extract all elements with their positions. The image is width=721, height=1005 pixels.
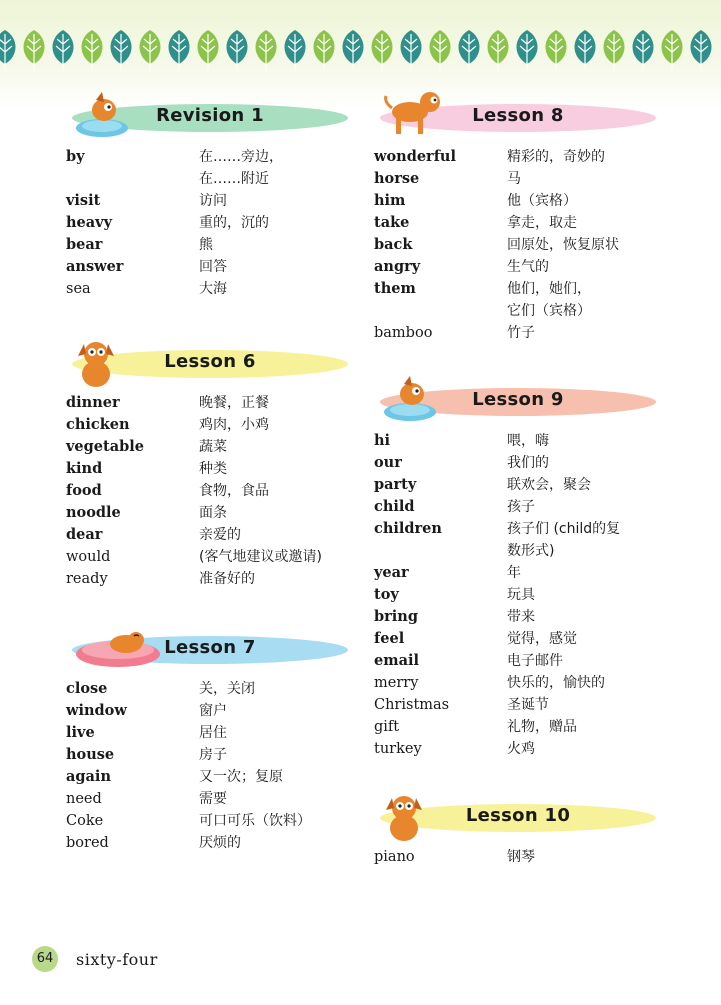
vocab-row: [374, 584, 664, 606]
vocab-word: turkey: [374, 741, 422, 757]
vocab-meaning: 他（宾格）: [507, 193, 577, 209]
page-number-words: sixty-four: [76, 949, 158, 969]
vocab-row: [374, 234, 664, 256]
vocab-word: feel: [374, 630, 405, 647]
vocab-row: [66, 788, 356, 810]
vocab-meaning: 大海: [199, 281, 227, 297]
page-number-badge: 64: [32, 946, 58, 972]
leaf-icon: [256, 30, 277, 70]
vocab-word: wonderful: [374, 148, 456, 165]
vocab-meaning: 可口可乐（饮料）: [199, 813, 311, 829]
section-lesson-7: [66, 620, 356, 854]
vocab-row: [374, 650, 664, 672]
left-column: [66, 88, 356, 854]
vocab-word: email: [374, 652, 419, 669]
vocab-row: [374, 452, 664, 474]
section-banner: [380, 788, 656, 824]
vocab-row: [66, 678, 356, 700]
leaf-icon: [604, 30, 625, 70]
vocab-word: toy: [374, 586, 399, 603]
vocab-row: [374, 716, 664, 738]
vocab-word: visit: [66, 192, 101, 209]
section-lesson-10: [374, 788, 664, 868]
vocab-row: [66, 458, 356, 480]
vocab-meaning: 在……附近: [199, 171, 269, 187]
vocab-meaning: 蔬菜: [199, 439, 227, 455]
vocab-word: live: [66, 724, 95, 741]
vocab-row: [66, 524, 356, 546]
vocab-word: chicken: [66, 416, 130, 433]
vocab-word: [374, 540, 507, 562]
vocab-row: [66, 502, 356, 524]
vocab-meaning: 准备好的: [199, 571, 255, 587]
leaf-icon: [372, 30, 393, 70]
leaf-icon: [314, 30, 335, 70]
vocab-meaning: 快乐的，愉快的: [507, 675, 605, 691]
vocab-meaning: 电子邮件: [507, 653, 563, 669]
leaf-icon: [82, 30, 103, 70]
vocab-row: [66, 568, 356, 590]
vocab-word: party: [374, 476, 417, 493]
vocab-word: bear: [66, 236, 103, 253]
vocab-list: [66, 146, 356, 300]
vocab-meaning: 礼物，赠品: [507, 719, 577, 735]
vocab-word: horse: [374, 170, 420, 187]
vocab-meaning: 晚餐，正餐: [199, 395, 269, 411]
leaf-icon: [343, 30, 364, 70]
vocab-word: them: [374, 280, 416, 297]
vocab-meaning: 在……旁边，: [199, 149, 283, 165]
vocab-row: [374, 146, 664, 168]
vocab-list: [66, 678, 356, 854]
vocab-word: angry: [374, 258, 421, 275]
vocab-meaning: 精彩的，奇妙的: [507, 149, 605, 165]
vocab-word: back: [374, 236, 413, 253]
vocab-list: [374, 146, 664, 344]
section-lesson-8: [374, 88, 664, 344]
vocab-word: [374, 300, 507, 322]
vocab-word: gift: [374, 719, 400, 735]
vocab-meaning: 窗户: [199, 703, 227, 719]
vocab-word: by: [66, 148, 85, 165]
vocab-word: Christmas: [374, 697, 450, 713]
vocab-meaning: 重的，沉的: [199, 215, 269, 231]
leaf-icon: [53, 30, 74, 70]
vocab-meaning: 居住: [199, 725, 227, 741]
vocab-meaning: 回答: [199, 259, 227, 275]
vocab-row: [66, 436, 356, 458]
vocab-row: [66, 212, 356, 234]
vocab-word: ready: [66, 571, 108, 587]
vocab-row: [66, 278, 356, 300]
vocab-row: [374, 300, 664, 322]
vocab-row: [374, 562, 664, 584]
vocab-meaning: 种类: [199, 461, 227, 477]
vocab-word: house: [66, 746, 115, 763]
page-footer: [32, 946, 158, 972]
vocab-row: [374, 672, 664, 694]
vocab-row: [66, 234, 356, 256]
vocab-meaning: 亲爱的: [199, 527, 241, 543]
vocab-meaning: 数形式): [507, 543, 555, 559]
vocab-word: bring: [374, 608, 418, 625]
vocab-word: sea: [66, 281, 91, 297]
section-lesson-6: [66, 334, 356, 590]
vocab-meaning: 喂，嗨: [507, 433, 549, 449]
vocab-row: [374, 540, 664, 562]
vocab-row: [66, 392, 356, 414]
vocab-meaning: 回原处，恢复原状: [507, 237, 619, 253]
vocab-row: [66, 722, 356, 744]
vocab-meaning: 厌烦的: [199, 835, 241, 851]
vocab-row: [374, 474, 664, 496]
vocab-word: kind: [66, 460, 103, 477]
leaf-icon: [691, 30, 712, 70]
vocab-word: child: [374, 498, 415, 515]
section-banner: [72, 88, 348, 124]
vocab-meaning: 圣诞节: [507, 697, 549, 713]
vocab-row: [374, 628, 664, 650]
vocab-word: children: [374, 520, 442, 537]
leaf-icon: [546, 30, 567, 70]
vocab-meaning: 它们（宾格）: [507, 303, 591, 319]
vocab-meaning: 食物，食品: [199, 483, 269, 499]
section-title: Lesson 6: [164, 351, 256, 372]
vocab-word: hi: [374, 432, 391, 449]
vocab-word: piano: [374, 849, 415, 865]
vocab-word: answer: [66, 258, 124, 275]
vocab-row: [66, 146, 356, 168]
vocab-row: [374, 190, 664, 212]
vocab-meaning: 觉得，感觉: [507, 631, 577, 647]
vocab-word: noodle: [66, 504, 121, 521]
vocab-word: need: [66, 791, 102, 807]
vocab-meaning: 关，关闭: [199, 681, 255, 697]
section-title: Lesson 10: [465, 805, 571, 826]
vocab-row: [374, 256, 664, 278]
vocab-word: vegetable: [66, 438, 144, 455]
vocab-row: [374, 496, 664, 518]
leaf-icon: [662, 30, 683, 70]
vocab-row: [66, 700, 356, 722]
vocab-word: dear: [66, 526, 103, 543]
vocab-word: food: [66, 482, 102, 499]
vocab-meaning: 访问: [199, 193, 227, 209]
vocab-meaning: 联欢会，聚会: [507, 477, 591, 493]
vocab-word: dinner: [66, 394, 120, 411]
vocab-meaning: 竹子: [507, 325, 535, 341]
leaf-icon: [575, 30, 596, 70]
vocab-list: [66, 392, 356, 590]
vocab-meaning: 年: [507, 565, 521, 581]
vocab-meaning: 我们的: [507, 455, 549, 471]
vocab-row: [374, 430, 664, 452]
leaf-icon: [140, 30, 161, 70]
vocab-meaning: 玩具: [507, 587, 535, 603]
vocab-row: [374, 322, 664, 344]
vocab-row: [66, 480, 356, 502]
section-title: Lesson 9: [472, 389, 564, 410]
section-title: Lesson 7: [164, 637, 256, 658]
section-title: Revision 1: [156, 105, 264, 126]
leaf-border: [0, 28, 721, 72]
section-title: Lesson 8: [472, 105, 564, 126]
leaf-icon: [285, 30, 306, 70]
vocab-meaning: 生气的: [507, 259, 549, 275]
leaf-icon: [198, 30, 219, 70]
vocab-meaning: 他们，她们，: [507, 281, 591, 297]
vocab-meaning: 钢琴: [507, 849, 535, 865]
leaf-icon: [517, 30, 538, 70]
leaf-icon: [488, 30, 509, 70]
vocab-meaning: 马: [507, 171, 521, 187]
vocab-row: [374, 606, 664, 628]
vocab-word: Coke: [66, 813, 104, 829]
vocab-row: [374, 846, 664, 868]
vocab-meaning: 房子: [199, 747, 227, 763]
right-column: [374, 88, 664, 868]
vocab-meaning: 带来: [507, 609, 535, 625]
vocab-word: close: [66, 680, 108, 697]
vocab-meaning: 熊: [199, 237, 213, 253]
section-banner: [380, 372, 656, 408]
vocab-meaning: 需要: [199, 791, 227, 807]
vocab-list: [374, 846, 664, 868]
leaf-icon: [401, 30, 422, 70]
leaf-icon: [459, 30, 480, 70]
leaf-icon: [633, 30, 654, 70]
section-banner: [72, 334, 348, 370]
vocab-row: [66, 744, 356, 766]
leaf-icon: [169, 30, 190, 70]
vocab-meaning: 孩子们 (child的复: [507, 521, 621, 537]
vocab-row: [374, 168, 664, 190]
leaf-icon: [430, 30, 451, 70]
leaf-icon: [24, 30, 45, 70]
vocab-row: [66, 168, 356, 190]
vocab-word: window: [66, 702, 127, 719]
leaf-icon: [111, 30, 132, 70]
vocab-row: [66, 414, 356, 436]
vocab-row: [66, 766, 356, 788]
vocab-meaning: 孩子: [507, 499, 535, 515]
vocab-word: [66, 168, 199, 190]
vocab-word: year: [374, 564, 409, 581]
section-banner: [380, 88, 656, 124]
vocab-row: [374, 518, 664, 540]
vocab-meaning: 又一次；复原: [199, 769, 283, 785]
vocab-row: [66, 190, 356, 212]
vocab-row: [374, 212, 664, 234]
vocab-word: him: [374, 192, 406, 209]
vocab-meaning: 鸡肉，小鸡: [199, 417, 269, 433]
vocab-row: [66, 546, 356, 568]
vocab-meaning: 面条: [199, 505, 227, 521]
vocab-word: our: [374, 454, 402, 471]
vocab-row: [66, 810, 356, 832]
vocab-meaning: 拿走，取走: [507, 215, 577, 231]
vocab-word: again: [66, 768, 111, 785]
vocab-row: [374, 694, 664, 716]
section-banner: [72, 620, 348, 656]
section-revision-1: [66, 88, 356, 300]
vocab-row: [374, 278, 664, 300]
vocab-meaning: (客气地建议或邀请): [199, 549, 322, 565]
vocab-word: take: [374, 214, 410, 231]
vocab-meaning: 火鸡: [507, 741, 535, 757]
vocab-word: bored: [66, 835, 109, 851]
vocab-word: heavy: [66, 214, 113, 231]
vocab-word: bamboo: [374, 325, 433, 341]
vocab-list: [374, 430, 664, 760]
vocab-row: [374, 738, 664, 760]
vocab-row: [66, 256, 356, 278]
vocab-row: [66, 832, 356, 854]
vocab-word: would: [66, 549, 111, 565]
vocab-word: merry: [374, 675, 419, 691]
leaf-icon: [227, 30, 248, 70]
section-lesson-9: [374, 372, 664, 760]
leaf-icon: [0, 30, 16, 70]
